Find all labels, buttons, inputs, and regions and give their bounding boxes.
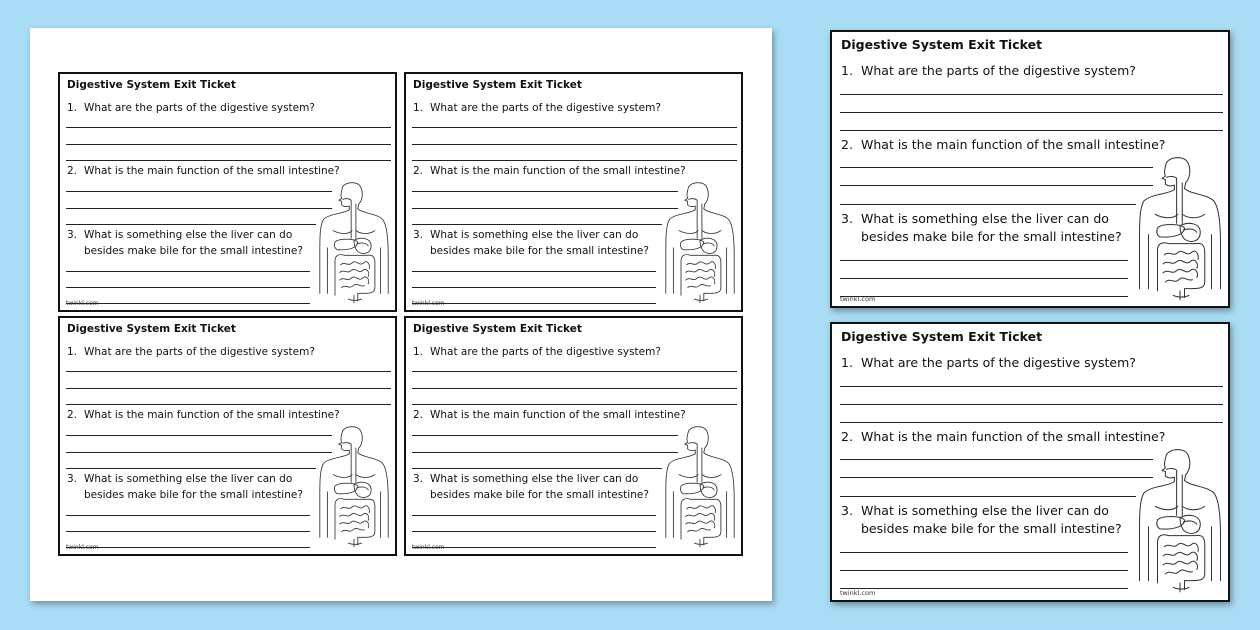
answer-line (66, 515, 310, 516)
answer-line (840, 130, 1223, 131)
footer-credit: twinkl.com (840, 295, 876, 303)
answer-line (66, 435, 332, 436)
answer-line (66, 303, 310, 304)
human-torso-digestive-system-icon (1135, 154, 1225, 304)
answer-line (412, 208, 678, 209)
answer-line (412, 287, 656, 288)
human-torso-digestive-system-icon (662, 423, 738, 551)
answer-line (840, 422, 1223, 423)
footer-credit: twinkl.com (412, 544, 445, 551)
footer-credit: twinkl.com (66, 544, 99, 551)
answer-line (66, 547, 310, 548)
human-torso-digestive-system-icon (662, 179, 738, 307)
ticket-title: Digestive System Exit Ticket (67, 79, 236, 91)
human-torso-digestive-system-icon (316, 423, 392, 551)
answer-line (840, 496, 1136, 497)
answer-line (412, 435, 678, 436)
answer-line (412, 224, 662, 225)
exit-ticket-card: Digestive System Exit Ticket 1. What are the parts of the digestive system? 2. What is the main function of the small intestine? 3. What is something else the liver can do besides make bile for the small intestine? twinkl.com (58, 316, 397, 556)
answer-line (66, 224, 316, 225)
answer-line (840, 386, 1223, 387)
answer-line (840, 167, 1153, 168)
answer-line (840, 459, 1153, 460)
ticket-title: Digestive System Exit Ticket (841, 37, 1043, 52)
answer-line (412, 303, 656, 304)
exit-ticket-card: Digestive System Exit Ticket 1. What are the parts of the digestive system? 2. What is the main function of the small intestine? 3. What is something else the liver can do besides make bile for the small intestine? twinkl.com (58, 72, 397, 312)
answer-line (66, 468, 316, 469)
answer-line (412, 271, 656, 272)
answer-line (840, 260, 1128, 261)
answer-line (412, 191, 678, 192)
answer-line (66, 271, 310, 272)
footer-credit: twinkl.com (840, 589, 876, 597)
answer-line (66, 531, 310, 532)
answer-line (412, 515, 656, 516)
answer-line (840, 552, 1128, 553)
answer-line (66, 127, 391, 128)
answer-line (840, 296, 1128, 297)
answer-line (840, 278, 1128, 279)
answer-line (66, 160, 391, 161)
answer-line (66, 371, 391, 372)
exit-ticket-card: Digestive System Exit Ticket 1. What are the parts of the digestive system? 2. What is the main function of the small intestine? 3. What is something else the liver can do besides make bile for the small intestine? twinkl.com (404, 72, 743, 312)
answer-line (66, 287, 310, 288)
answer-line (412, 531, 656, 532)
answer-line (66, 144, 391, 145)
answer-line (412, 404, 737, 405)
answer-line (66, 208, 332, 209)
footer-credit: twinkl.com (66, 300, 99, 307)
human-torso-digestive-system-icon (316, 179, 392, 307)
ticket-title: Digestive System Exit Ticket (67, 323, 236, 335)
answer-line (840, 588, 1128, 589)
ticket-title: Digestive System Exit Ticket (413, 79, 582, 91)
ticket-title: Digestive System Exit Ticket (841, 329, 1043, 344)
answer-line (66, 452, 332, 453)
human-torso-digestive-system-icon (1135, 446, 1225, 596)
answer-line (412, 547, 656, 548)
answer-line (412, 452, 678, 453)
answer-line (412, 160, 737, 161)
answer-line (66, 404, 391, 405)
answer-line (412, 127, 737, 128)
answer-line (840, 94, 1223, 95)
answer-line (840, 404, 1223, 405)
footer-credit: twinkl.com (412, 300, 445, 307)
answer-line (412, 388, 737, 389)
answer-line (412, 468, 662, 469)
answer-line (840, 477, 1153, 478)
worksheet-preview-sheet (30, 28, 772, 601)
answer-line (412, 144, 737, 145)
answer-line (66, 191, 332, 192)
exit-ticket-card-large: Digestive System Exit Ticket 1. What are the parts of the digestive system? 2. What is the main function of the small intestine? 3. What is something else the liver can do besides make bile for the small intestine? twinkl.com (830, 30, 1230, 308)
answer-line (66, 388, 391, 389)
exit-ticket-card-large: Digestive System Exit Ticket 1. What are the parts of the digestive system? 2. What is the main function of the small intestine? 3. What is something else the liver can do besides make bile for the small intestine? twinkl.com (830, 322, 1230, 602)
ticket-title: Digestive System Exit Ticket (413, 323, 582, 335)
answer-line (840, 204, 1136, 205)
answer-line (840, 112, 1223, 113)
answer-line (840, 570, 1128, 571)
exit-ticket-card: Digestive System Exit Ticket 1. What are the parts of the digestive system? 2. What is the main function of the small intestine? 3. What is something else the liver can do besides make bile for the small intestine? twinkl.com (404, 316, 743, 556)
answer-line (840, 185, 1153, 186)
answer-line (412, 371, 737, 372)
